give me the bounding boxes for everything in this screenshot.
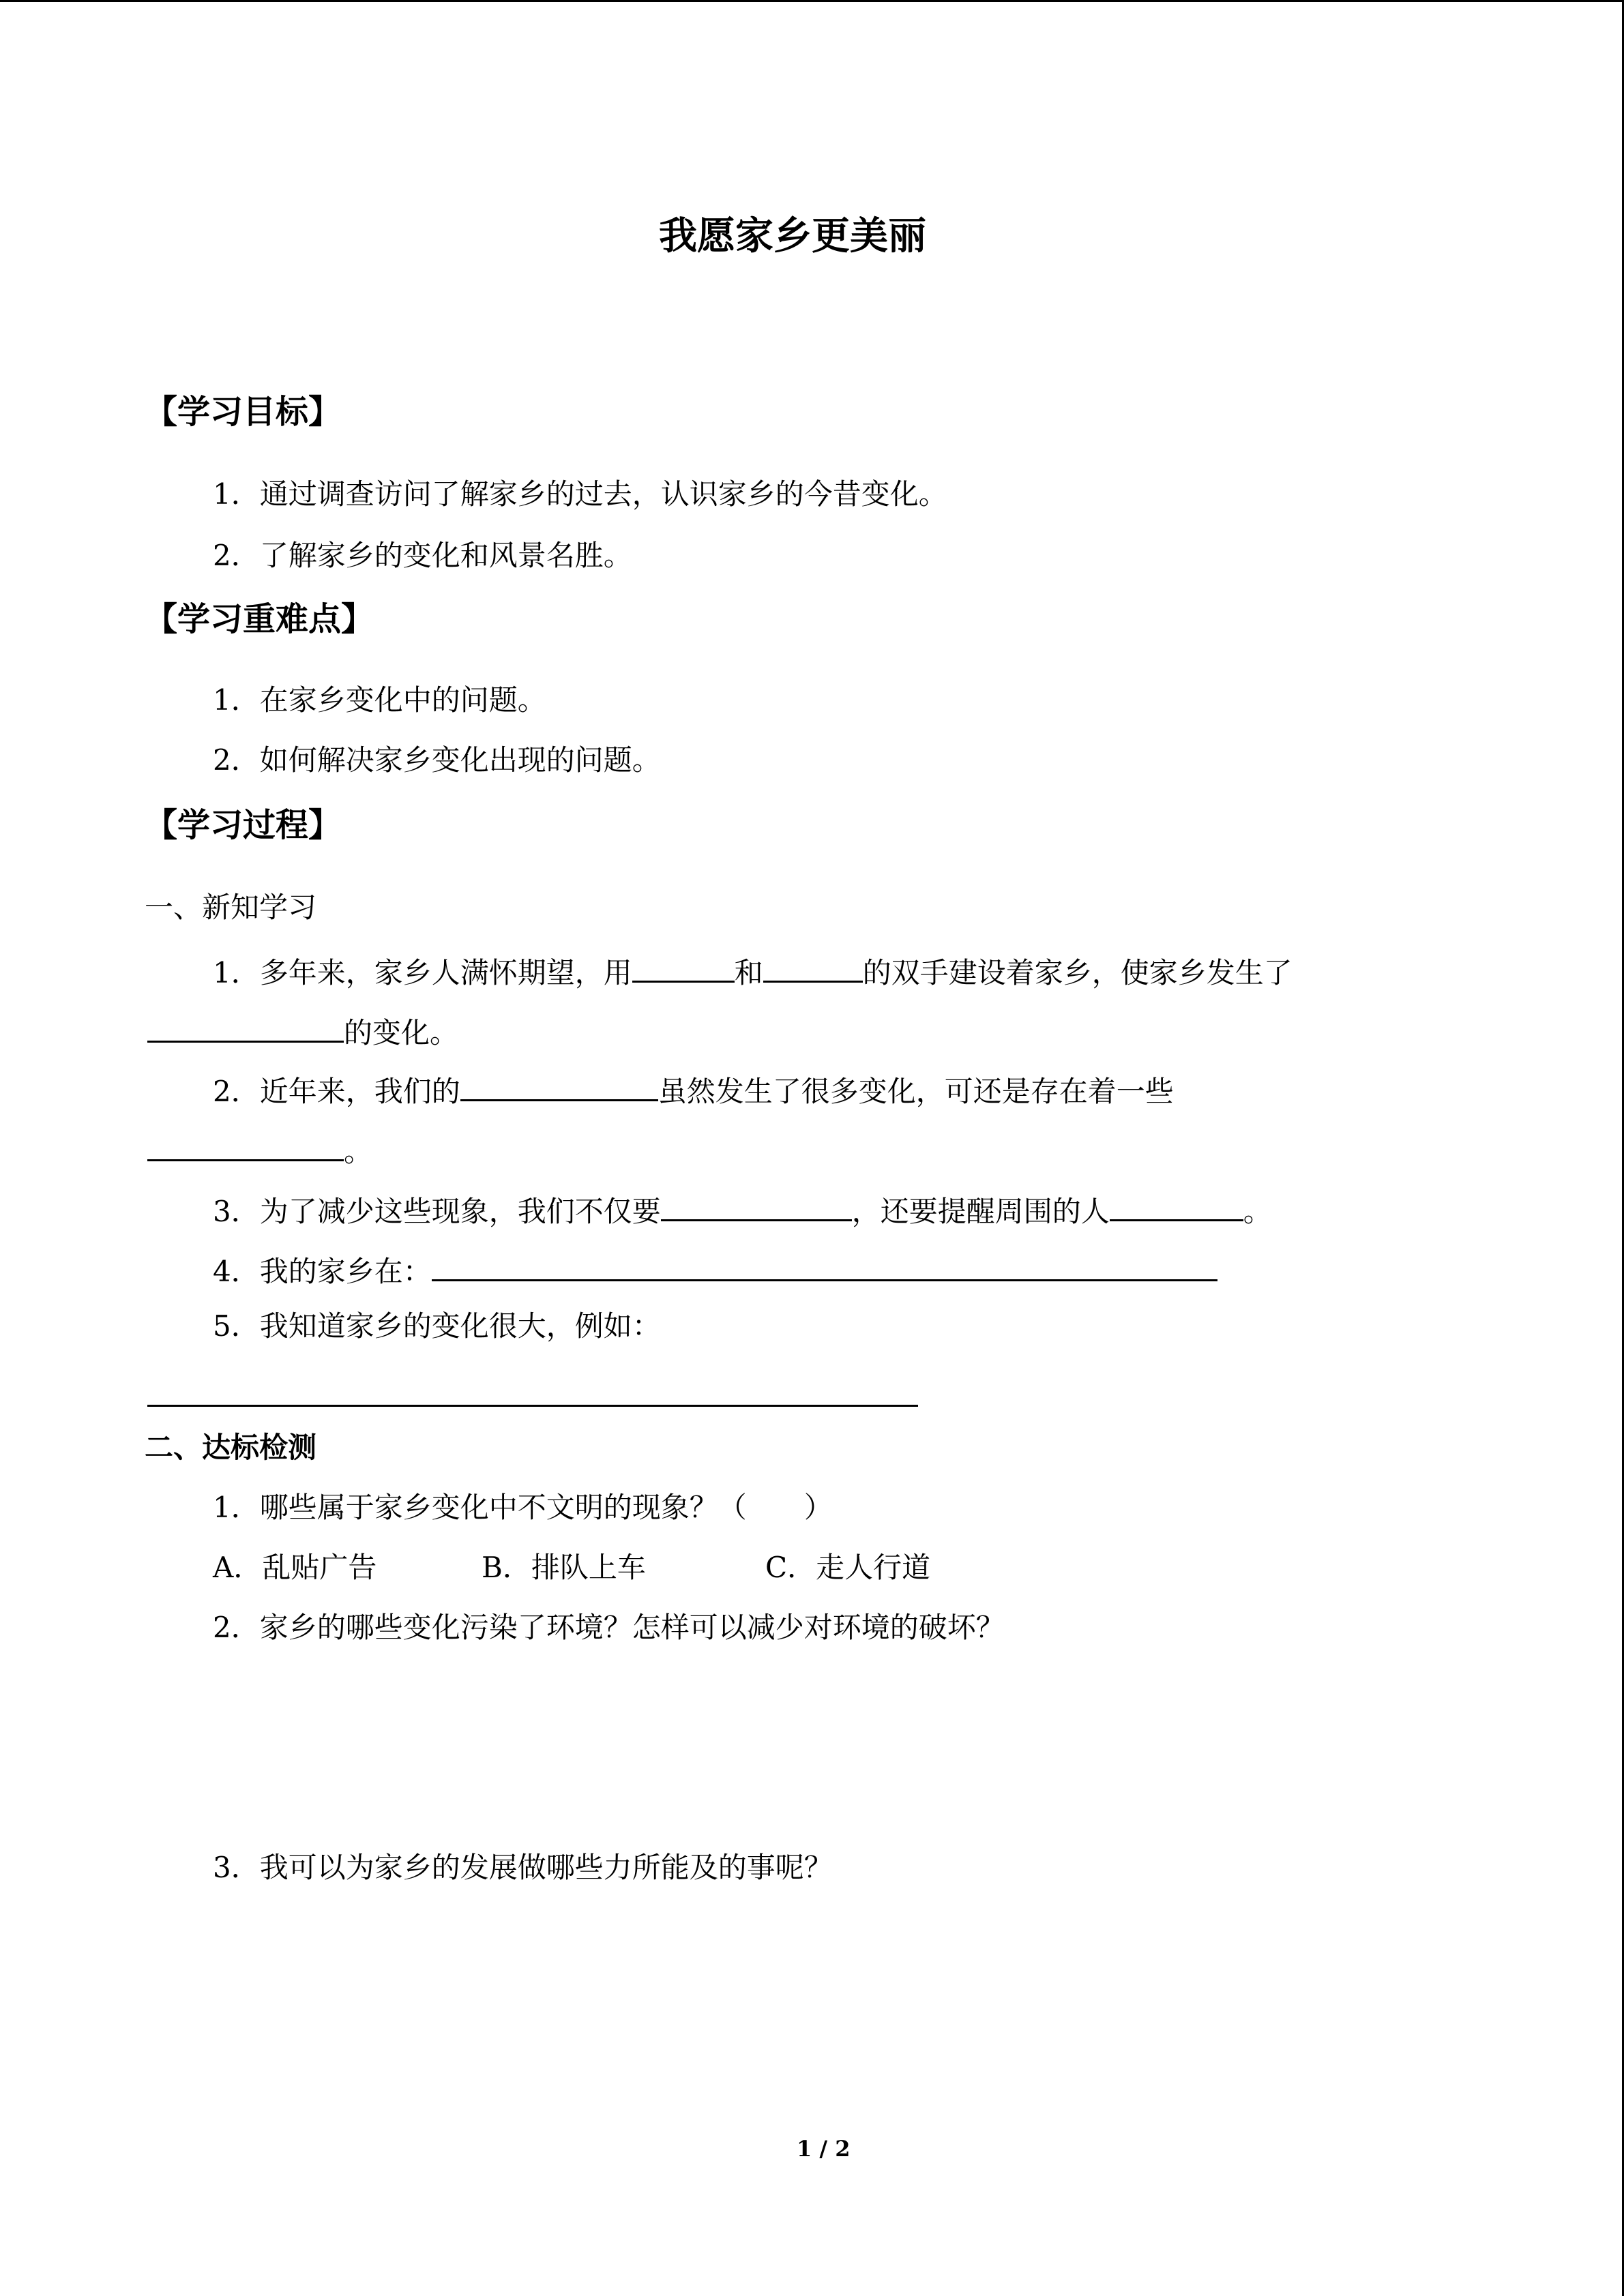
blank-2[interactable] [763,953,863,983]
fill-question-5: 5．我知道家乡的变化很大，例如： [213,1309,661,1343]
fill-question-4 [213,1252,1217,1286]
q1-text-a: 1．多年来，家乡人满怀期望，用 [213,956,632,989]
goal-item-2: 2．了解家乡的变化和风景名胜。 [213,539,632,572]
fill-question-3 [213,1192,1272,1226]
q1-text-c: 的双手建设着家乡，使家乡发生了 [862,956,1293,989]
q2-text-b: 虽然发生了很多变化，可还是存在着一些 [658,1075,1174,1108]
answer-line-q5[interactable] [147,1405,918,1407]
goal-item-1: 1．通过调查访问了解家乡的过去，认识家乡的今昔变化。 [213,477,947,511]
fill-question-2 [213,1072,1174,1106]
blank-4[interactable] [460,1072,658,1101]
q3-text-a: 3．为了减少这些现象，我们不仅要 [213,1195,661,1228]
q1-text-b: 和 [734,956,763,989]
blank-8[interactable] [432,1252,1217,1281]
part2-label: 二、达标检测 [145,1431,317,1464]
blank-6[interactable] [661,1192,852,1221]
fill-question-1 [213,953,1293,987]
q3-text-b: ，还要提醒周围的人 [851,1195,1110,1228]
check-question-2: 2．家乡的哪些变化污染了环境？怎样可以减少对环境的破坏？ [213,1611,1005,1644]
blank-1[interactable] [632,953,735,983]
option-a[interactable]: A．乱贴广告 [213,1551,377,1584]
q4-text: 4．我的家乡在： [213,1255,432,1288]
key-point-2: 2．如何解决家乡变化出现的问题。 [213,743,661,777]
page-top-border [0,0,1624,2]
q1-text-d: 的变化。 [344,1016,459,1049]
blank-5[interactable] [147,1132,344,1161]
page-title: 我愿家乡更美丽 [659,213,926,258]
q2-text-c: 。 [344,1135,373,1168]
option-c[interactable]: C．走人行道 [765,1551,931,1584]
section-heading-goals: 【学习目标】 [145,393,342,431]
section-heading-process: 【学习过程】 [145,806,342,844]
blank-7[interactable] [1110,1192,1243,1221]
option-b[interactable]: B．排队上车 [482,1551,646,1584]
section-heading-key-points: 【学习重难点】 [145,600,374,638]
page-number: 1 / 2 [797,2136,851,2162]
fill-question-1-cont [147,1013,458,1047]
fill-question-2-cont [147,1132,372,1166]
q2-text-a: 2．近年来，我们的 [213,1075,460,1108]
key-point-1: 1．在家乡变化中的问题。 [213,683,546,717]
part1-label: 一、新知学习 [145,891,317,924]
check-question-1: 1．哪些属于家乡变化中不文明的现象？（ ） [213,1491,833,1524]
blank-3[interactable] [147,1013,344,1043]
check-question-3: 3．我可以为家乡的发展做哪些力所能及的事呢？ [213,1851,833,1884]
q3-text-c: 。 [1243,1195,1272,1228]
